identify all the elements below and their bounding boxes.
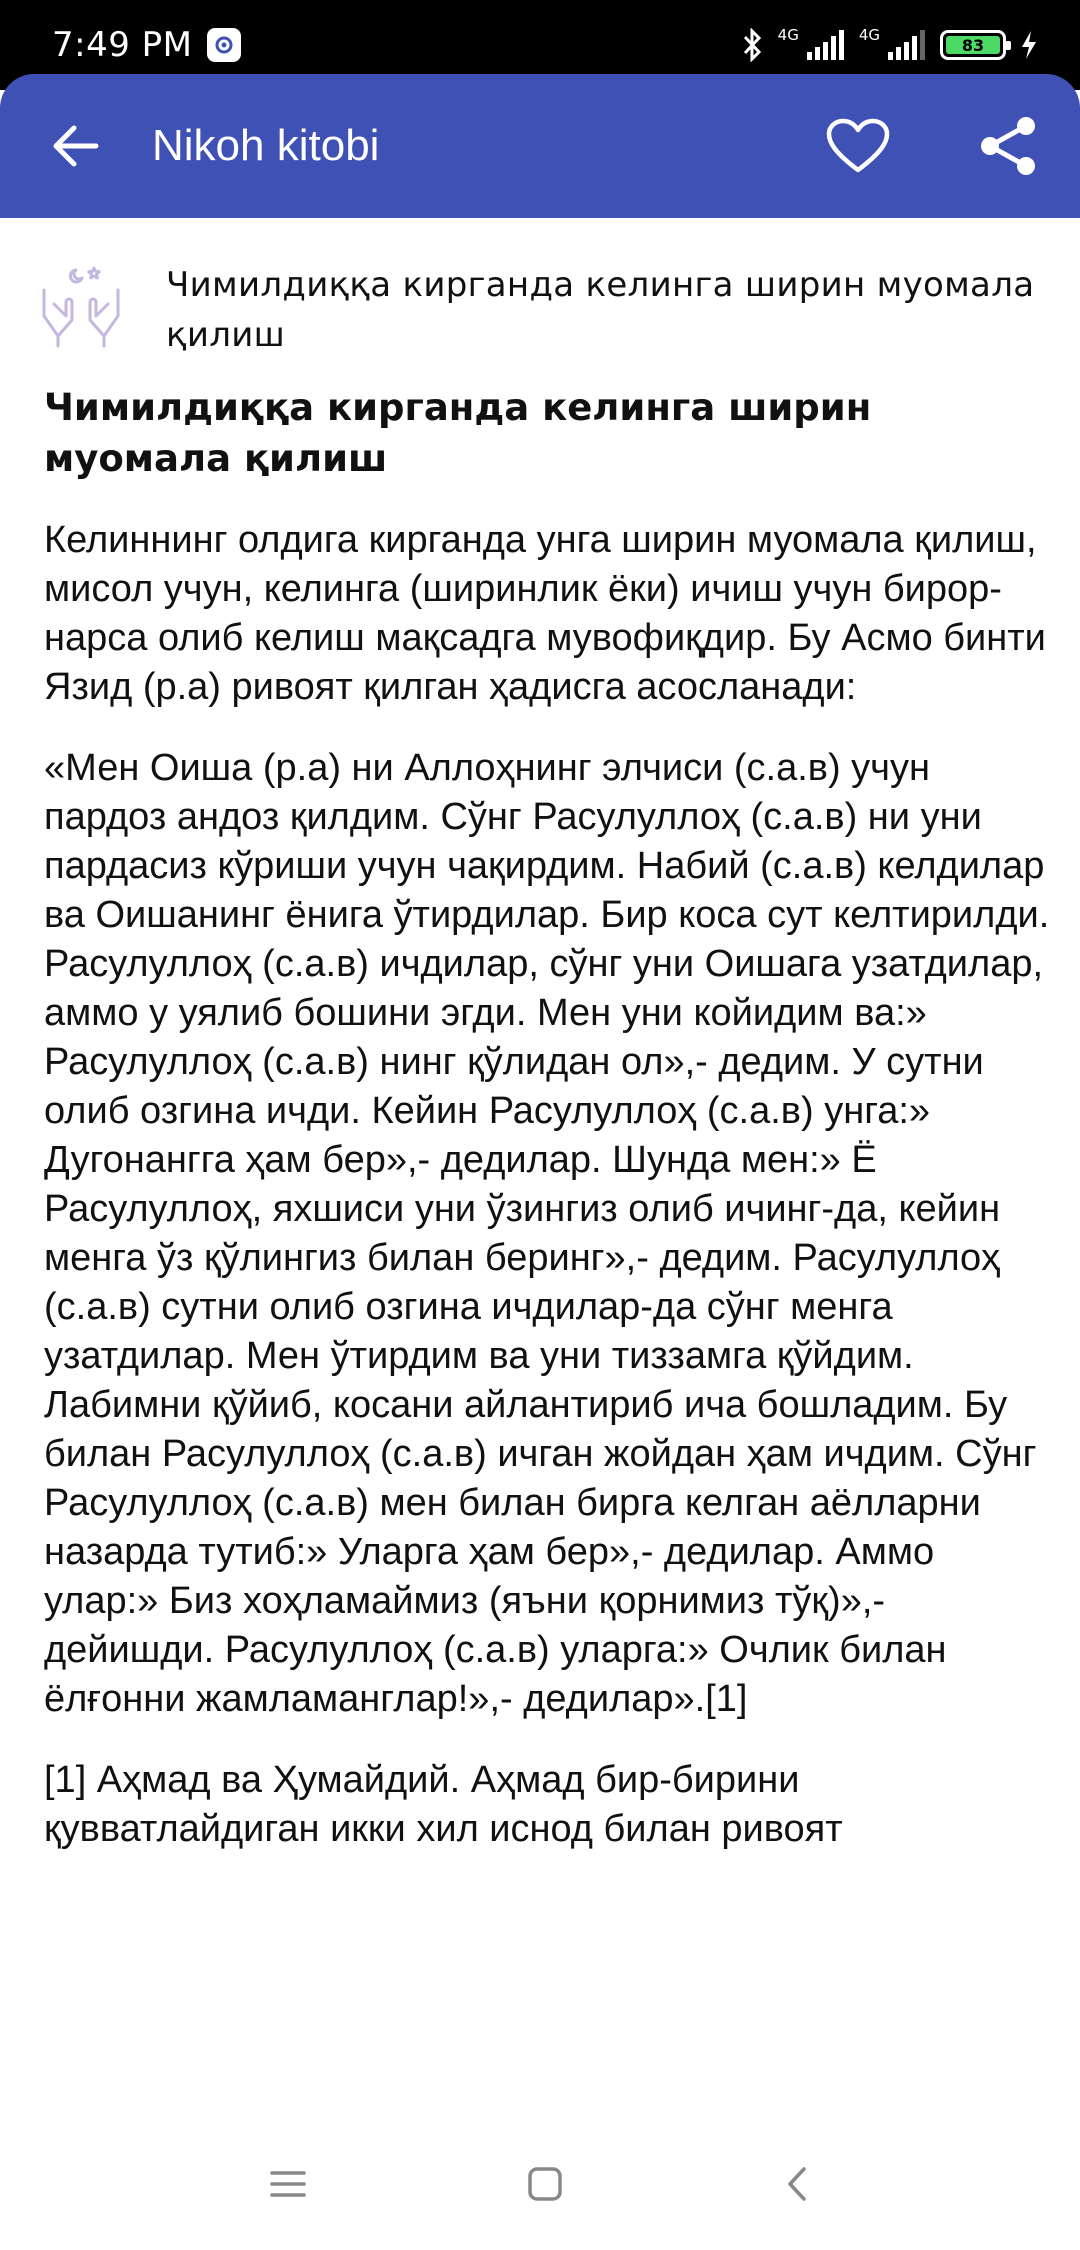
share-button[interactable] [976, 114, 1040, 178]
signal-icon-2 [886, 30, 926, 60]
article-content[interactable] [0, 218, 1080, 2118]
home-square-icon [525, 2164, 565, 2204]
paragraph-2: «Мен Оиша (р.а) ни Аллоҳнинг элчиси (с.а.в) учун пардоз андоз қилдим. Сўнг Расулуллоҳ (с.а.в) ни уни пардасиз кўриши учун чақирдим. Набий (с.а.в) келдилар ва Оишанинг ёнига ўтирдилар. Бир коса сут келтирилди. Расулуллоҳ (с.а.в) ичдилар, сўнг уни Оишага узатдилар, аммо у уялиб бошини эгди. Мен уни койидим ва:» Расулуллоҳ (с.а.в) нинг қўлидан ол»,- дедим. У сутни олиб озгина ичди. Кейин Расулуллоҳ (с.а.в) унга:» Дугонангга ҳам бер»,- дедилар. Шунда мен:» Ё Расулуллоҳ, яхшиси уни ўзингиз олиб ичинг-да, кейин менга ўз қўлингиз билан беринг»,- дедим. Расулуллоҳ (с.а.в) сутни олиб озгина ичдилар-да сўнг менга узатдилар. Мен ўтирдим ва уни тиззамга қўйдим. Лабимни қўйиб, косани айлантириб ича бошладим. Бу билан Расулуллоҳ (с.а.в) ичган жойдан ҳам ичдим. Сўнг Расулуллоҳ (с.а.в) мен билан бирга келган аёлларни назарда тутиб:» Уларга ҳам бер»,- дедилар. Аммо улар:» Биз хоҳламаймиз (яъни қорнимиз тўқ)»,- дейишди. Расулуллоҳ (с.а.в) уларга:» Очлик билан ёлғонни жамламанглар!»,- дедилар».[1] [44, 747, 1050, 1720]
heart-icon [826, 118, 890, 174]
charging-icon [1020, 30, 1038, 60]
paragraph-3: [1] Аҳмад ва Ҳумайдий. Аҳмад бир-бирини қувватлайдиган икки хил иснод билан ривоят [44, 1759, 843, 1850]
chapter-header [0, 218, 1080, 360]
bluetooth-icon [742, 28, 764, 62]
status-time: 7:49 PM [52, 25, 193, 65]
praying-hands-icon [36, 260, 126, 350]
system-nav-bar [0, 2118, 1080, 2250]
signal-icon-1 [805, 30, 845, 60]
share-icon [976, 114, 1040, 178]
paragraph-1: Келиннинг олдига кирганда унга ширин муомала қилиш, мисол учун, келинга (ширинлик ёки) ичиш учун бирор-нарса олиб келиш мақсадга мувофиқдир. Бу Асмо бинти Язид (р.а) ривоят қилган ҳадисга асосланади: [44, 519, 1046, 708]
app-title: Nikoh kitobi [152, 121, 380, 170]
article-title: Чимилдиққа кирганда келинга ширин муомала қилиш [44, 386, 872, 480]
back-button[interactable] [50, 124, 100, 168]
battery-icon [940, 30, 1006, 60]
home-button[interactable] [525, 2164, 565, 2204]
recents-button[interactable] [268, 2168, 308, 2200]
network-label-2: 4G [858, 26, 880, 44]
notification-app-icon [207, 28, 241, 62]
arrow-left-icon [50, 124, 100, 168]
battery-level: 83 [946, 36, 1000, 54]
favorite-button[interactable] [826, 118, 890, 174]
system-back-button[interactable] [782, 2164, 812, 2204]
chapter-title: Чимилдиққа кирганда келинга ширин муомала қилиш [166, 265, 1035, 355]
menu-icon [268, 2168, 308, 2200]
chevron-left-icon [782, 2164, 812, 2204]
app-bar [0, 74, 1080, 218]
network-label-1: 4G [777, 26, 799, 44]
